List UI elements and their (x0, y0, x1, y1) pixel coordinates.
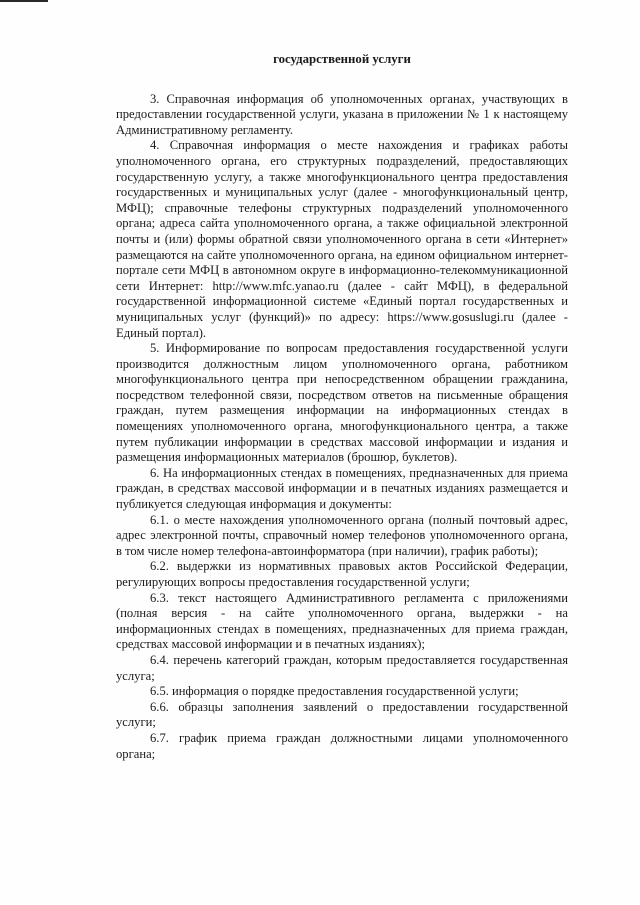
paragraph-6-5: 6.5. информация о порядке предоставления государственной услуги; (150, 684, 519, 699)
paragraph-6-1: 6.1. о месте нахождения уполномоченного органа (полный почтовый адрес, адрес электронной почты, справочный номер телефонов уполномоченного органа, в том числе номер телефона-автоинформатора (при наличии), график работы); (116, 512, 568, 558)
paragraph-5: 5. Информирование по вопросам предоставления государственной услуги производится должностным лицом уполномоченного органа, работником многофункционального центра при непосредственном обращении гражданина, посредством телефонной связи, посредством ответов на письменные обращения граждан, путем размещения информации на информационных стендах в помещениях уполномоченного органа, многофункционального центра, а также путем публикации информации в средствах массовой информации и издания и размещения информационных материалов (брошюр, буклетов). (116, 341, 568, 465)
paragraph-4: 4. Справочная информация о месте нахождения и графиках работы уполномоченного органа, его структурных подразделений, предоставляющих государственную услугу, а также многофункционального центра предоставления государственных и муниципальных услуг (далее - многофункциональный центр, МФЦ); справочные телефоны структурных подразделений уполномоченного органа; адреса сайта уполномоченного органа, а также официальной электронной почты и (или) формы обратной связи уполномоченного органа в сети «Интернет» размещаются на сайте уполномоченного органа, на едином официальном интернет-портале сети МФЦ в автономном округе в информационно-телекоммуникационной сети Интернет: http://www.mfc.yanao.ru (далее - сайт МФЦ), в федеральной государственной информационной системе «Единый портал государственных и муниципальных услуг (функций)» по адресу: https://www.gosuslugi.ru (далее - Единый портал). (116, 138, 568, 340)
paragraph-6-3: 6.3. текст настоящего Административного регламента с приложениями (полная версия - на сайте уполномоченного органа, выдержки - на информационных стендах в помещениях, предназначенных для приема граждан, средствах массовой информации и в печатных изданиях); (116, 590, 568, 652)
paragraph-6: 6. На информационных стендах в помещениях, предназначенных для приема граждан, в средствах массовой информации и в печатных изданиях размещается и публикуется следующая информация и документы: (116, 465, 568, 512)
paragraph-6-2: 6.2. выдержки из нормативных правовых актов Российской Федерации, регулирующих вопросы предоставления государственной услуги; (116, 559, 568, 589)
paragraph-6-7: 6.7. график приема граждан должностными лицами уполномоченного органа; (116, 730, 568, 761)
paragraph-6-4: 6.4. перечень категорий граждан, которым предоставляется государственная услуга; (116, 652, 568, 683)
paragraph-3: 3. Справочная информация об уполномоченных органах, участвующих в предоставлении государственной услуги, указана в приложении № 1 к настоящему Административному регламенту. (116, 91, 568, 137)
document-heading: государственной услуги (273, 52, 411, 66)
document-body (116, 52, 568, 762)
paragraph-6-6: 6.6. образцы заполнения заявлений о предоставлении государственной услуги; (116, 699, 568, 730)
scan-edge-mark (0, 0, 48, 2)
